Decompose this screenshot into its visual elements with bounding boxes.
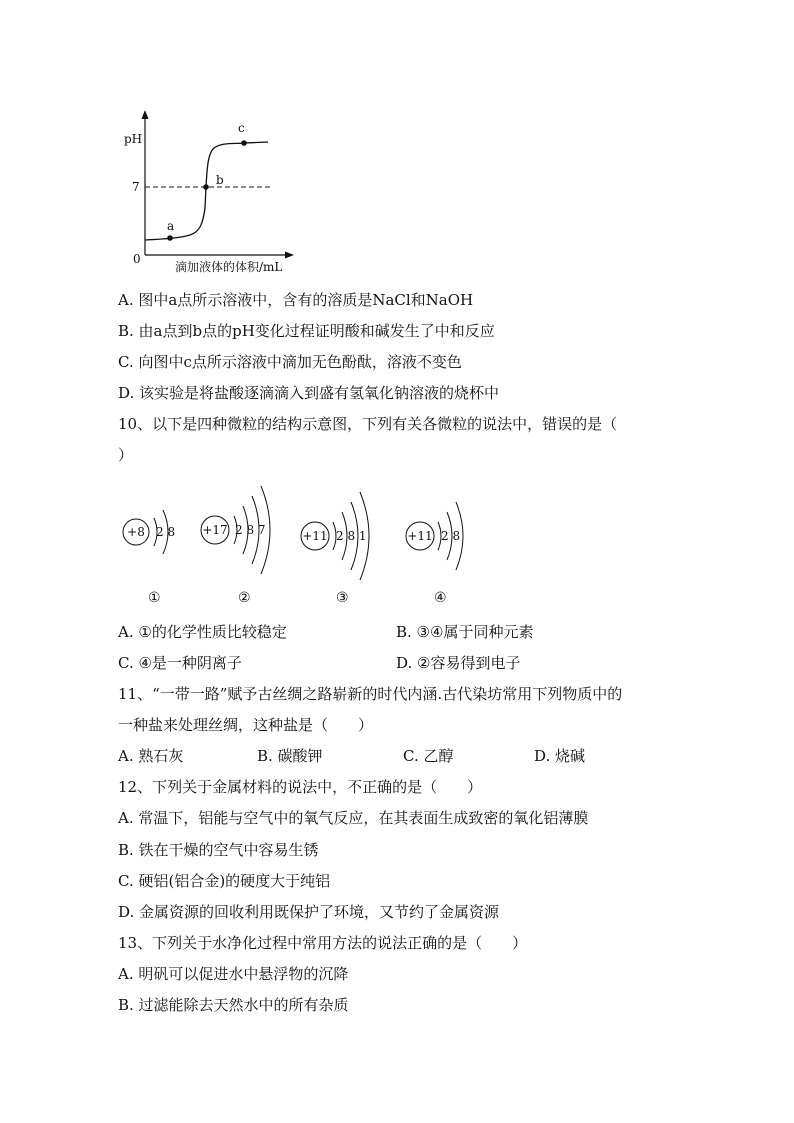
point-a [167,235,173,241]
q10-option-c: C. ④是一种阴离子 [118,654,242,672]
atomic-structure-diagrams [110,478,480,613]
particle-index: ③ [336,590,349,606]
q10-stem-line2: ） [118,446,134,464]
particle-index: ① [148,590,161,606]
origin-label: 0 [133,252,141,266]
q13-option-b: B. 过滤能除去天然水中的所有杂质 [118,996,349,1014]
q11-option-a: A. 熟石灰 [118,747,184,765]
point-a-label: a [167,219,175,233]
q12-option-b: B. 铁在干燥的空气中容易生锈 [118,841,319,859]
nucleus-charge: +8 [127,525,145,539]
particle-4 [406,502,463,606]
y-axis-arrow [142,110,149,119]
q11-stem-line2: 一种盐来处理丝绸，这种盐是（ ） [118,716,374,734]
q9-option-a: A. 图中a点所示溶液中，含有的溶质是NaCl和NaOH [118,291,474,309]
titration-curve [145,142,268,240]
point-c [241,140,247,146]
q10-option-b: B. ③④属于同种元素 [396,623,534,641]
point-b [203,184,209,190]
x-axis-label: 滴加液体的体积/mL [175,260,283,274]
electron-shells: 2 8 [441,529,461,543]
electron-shells: 2 8 1 [336,529,367,543]
electron-shells: 2 8 7 [235,523,266,537]
q12-stem: 12、下列关于金属材料的说法中，不正确的是（ ） [118,778,483,796]
q9-option-b: B. 由a点到b点的pH变化过程证明酸和碱发生了中和反应 [118,322,495,340]
q13-option-a: A. 明矾可以促进水中悬浮物的沉降 [118,965,349,983]
q12-option-c: C. 硬铝(铝合金)的硬度大于纯铝 [118,872,331,890]
particle-1 [123,510,175,606]
q11-option-c: C. 乙醇 [403,747,454,765]
particle-2 [201,486,270,606]
particle-index: ② [238,590,251,606]
y-tick-7: 7 [132,180,140,194]
q12-option-d: D. 金属资源的回收利用既保护了环境，又节约了金属资源 [118,903,500,921]
q10-option-d: D. ②容易得到电子 [396,654,521,672]
q13-stem: 13、下列关于水净化过程中常用方法的说法正确的是（ ） [118,934,528,952]
q9-option-c: C. 向图中c点所示溶液中滴加无色酚酞，溶液不变色 [118,353,462,371]
q11-stem-line1: 11、“一带一路”赋予古丝绸之路崭新的时代内涵.古代染坊常用下列物质中的 [118,685,623,703]
nucleus-charge: +17 [202,523,228,537]
q11-option-b: B. 碳酸钾 [257,747,323,765]
ph-titration-graph [110,108,310,278]
electron-shells: 2 8 [156,525,176,539]
q10-option-a: A. ①的化学性质比较稳定 [118,623,287,641]
q9-option-d: D. 该实验是将盐酸逐滴滴入到盛有氢氧化钠溶液的烧杯中 [118,384,500,402]
point-b-label: b [216,173,224,187]
particle-index: ④ [434,590,447,606]
nucleus-charge: +11 [302,529,328,543]
q12-option-a: A. 常温下，铝能与空气中的氧气反应，在其表面生成致密的氧化铝薄膜 [118,809,589,827]
q10-stem-line1: 10、以下是四种微粒的结构示意图，下列有关各微粒的说法中，错误的是（ [118,415,618,433]
q11-option-d: D. 烧碱 [534,747,586,765]
nucleus-charge: +11 [407,529,433,543]
y-axis-label: pH [124,132,143,146]
x-axis-arrow [285,252,294,259]
particle-3 [301,492,369,606]
point-c-label: c [238,121,245,135]
